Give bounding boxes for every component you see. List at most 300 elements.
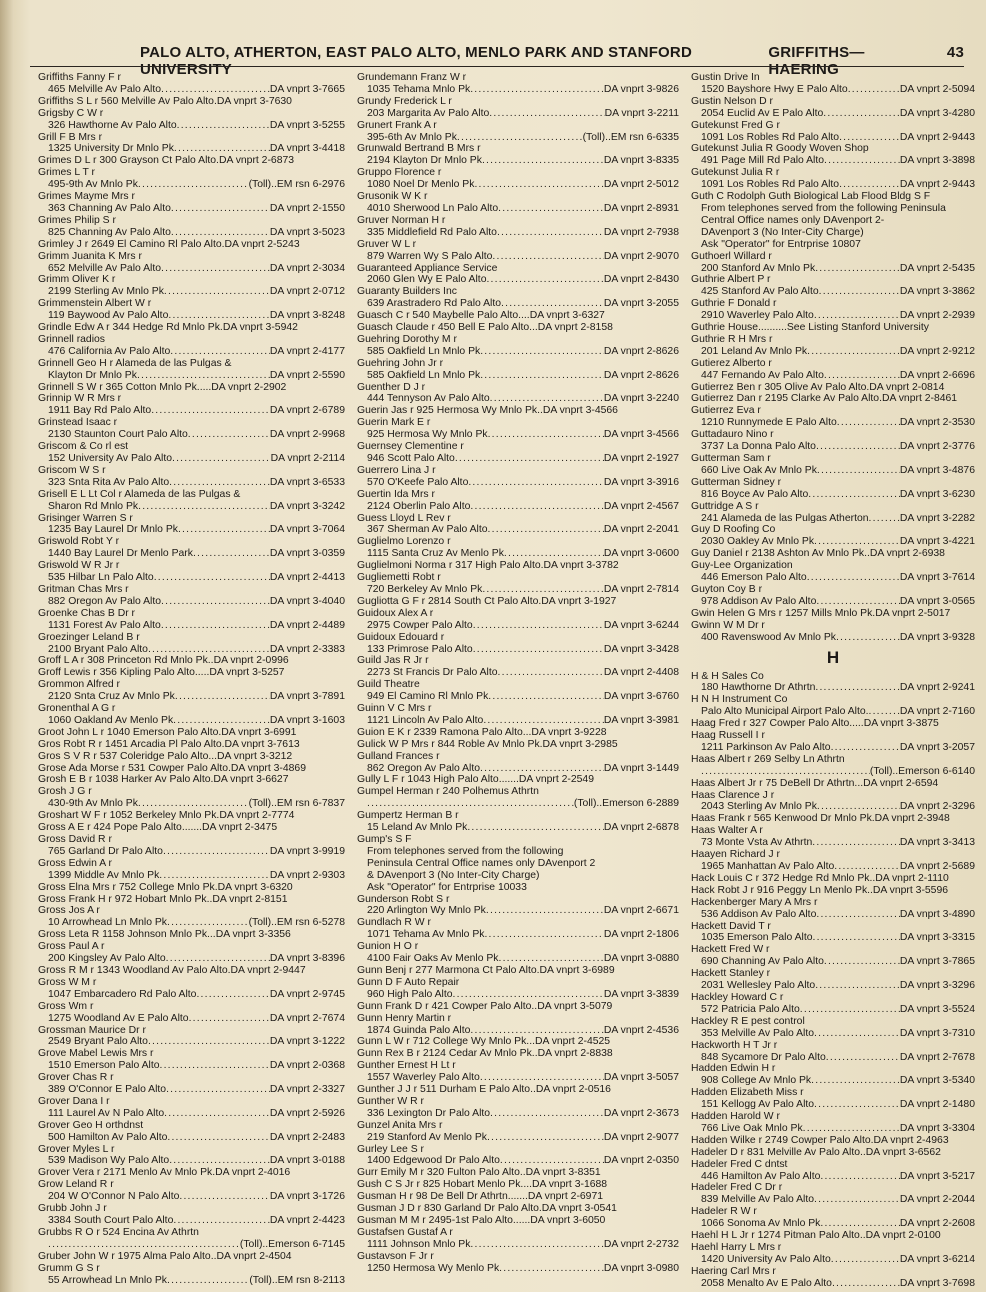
listing-phone: DA vnprt 3-3862 bbox=[899, 286, 975, 298]
listing-columns bbox=[38, 72, 975, 1292]
leader-dots bbox=[832, 1278, 900, 1290]
listing-name: Grose Ada Morse r 531 Cowper Palo Alto.DA vnprt 3-4869 bbox=[38, 762, 306, 774]
listing-entry bbox=[357, 72, 679, 96]
listing-entry bbox=[38, 132, 345, 156]
listing-name: Gwinn W M Dr r bbox=[691, 619, 765, 631]
leader-dots bbox=[486, 274, 603, 286]
listing-entry bbox=[38, 703, 345, 727]
listing-phone: DA vnprt 3-5217 bbox=[899, 1170, 975, 1182]
listing-phone: DA vnprt 3-5340 bbox=[899, 1075, 975, 1087]
listing-entry bbox=[38, 834, 345, 858]
listing-name: Gundlach R W r bbox=[357, 917, 431, 929]
listing-name: Guidoux Edouard r bbox=[357, 631, 445, 643]
header-rule bbox=[30, 66, 964, 67]
listing-address: 585 Oakfield Ln Mnlo Pk bbox=[367, 369, 481, 381]
listing-entry bbox=[357, 1227, 679, 1251]
listing-entry bbox=[691, 921, 975, 945]
listing-entry bbox=[38, 155, 345, 167]
listing-address-line bbox=[38, 596, 345, 608]
column-3-g-listings bbox=[691, 72, 975, 644]
listing-entry bbox=[691, 1016, 975, 1040]
listing-phone: DA vnprt 3-1603 bbox=[269, 714, 345, 726]
listing-entry bbox=[38, 894, 345, 906]
listing-entry bbox=[38, 1096, 345, 1120]
listing-name: Gumpertz Herman B r bbox=[357, 810, 459, 822]
listing-address: 55 Arrowhead Ln Mnlo Pk bbox=[48, 1274, 167, 1286]
listing-entry bbox=[38, 191, 345, 215]
listing-entry bbox=[357, 334, 679, 358]
listing-address-line bbox=[691, 596, 975, 608]
listing-address-line bbox=[357, 953, 679, 965]
listing-phone: DA vnprt 3-0880 bbox=[603, 953, 679, 965]
leader-dots bbox=[167, 1275, 249, 1287]
listing-phone: DA vnprt 3-7865 bbox=[899, 956, 975, 968]
listing-address-line bbox=[38, 1132, 345, 1144]
listing-name: Gruppo Florence r bbox=[357, 167, 442, 179]
listing-name: Hackett David T r bbox=[691, 920, 771, 932]
listing-name: Hadeler Fred C Dr r bbox=[691, 1182, 783, 1194]
listing-phone: DA vnprt 3-3242 bbox=[269, 500, 345, 512]
listing-address: 1250 Hermosa Wy Menlo Pk bbox=[367, 1262, 500, 1274]
listing-entry bbox=[691, 429, 975, 453]
listing-entry bbox=[691, 358, 975, 382]
leader-dots bbox=[869, 706, 900, 718]
listing-entry bbox=[691, 778, 975, 790]
listing-entry bbox=[357, 941, 679, 965]
listing-phone: DA vnprt 2-9968 bbox=[269, 429, 345, 441]
listing-entry bbox=[691, 992, 975, 1016]
listing-address-line bbox=[38, 405, 345, 417]
listing-phone: DA vnprt 3-0188 bbox=[269, 1155, 345, 1167]
listing-address: 1047 Embarcadero Rd Palo Alto bbox=[48, 988, 197, 1000]
leader-dots bbox=[800, 1004, 900, 1016]
leader-dots bbox=[490, 393, 604, 405]
leader-dots bbox=[501, 298, 604, 310]
listing-entry bbox=[691, 322, 975, 334]
listing-address-line bbox=[357, 929, 679, 941]
listing-name: Guerin Jas r 925 Hermosa Wy Mnlo Pk..DA vnprt 3-4566 bbox=[357, 405, 618, 417]
listing-phone: DA vnprt 3-1222 bbox=[269, 1036, 345, 1048]
listing-address: 1211 Parkinson Av Palo Alto bbox=[701, 741, 831, 753]
listing-address: 4100 Fair Oaks Av Menlo Pk bbox=[367, 953, 499, 965]
listing-address-line bbox=[357, 203, 679, 215]
listing-address: 447 Fernando Av Palo Alto bbox=[701, 369, 824, 381]
listing-phone: DA vnprt 3-3916 bbox=[603, 476, 679, 488]
listing-address-line bbox=[691, 932, 975, 944]
listing-name: Grinnell S W r 365 Cotton Mnlo Pk.....DA vnprt 2-2902 bbox=[38, 381, 287, 393]
listing-address-line bbox=[357, 370, 679, 382]
leader-dots bbox=[815, 682, 900, 694]
listing-phone: DA vnprt 3-5023 bbox=[269, 226, 345, 238]
listing-address: 1091 Los Robles Rd Palo Alto bbox=[701, 131, 840, 143]
leader-dots bbox=[803, 1123, 900, 1135]
listing-name: Haag Fred r 327 Cowper Palo Alto.....DA vnprt 3-3875 bbox=[691, 718, 939, 730]
listing-address-line bbox=[357, 108, 679, 120]
listing-address-line bbox=[691, 179, 975, 191]
listing-entry bbox=[357, 513, 679, 537]
listing-phone: DA vnprt 2-9745 bbox=[269, 988, 345, 1000]
listing-address-line bbox=[38, 203, 345, 215]
listing-address: 1071 Tehama Av Mnlo Pk bbox=[367, 929, 485, 941]
leader-dots bbox=[193, 548, 270, 560]
leader-dots bbox=[826, 1052, 900, 1064]
listing-name: Guasch C r 540 Maybelle Palo Alto....DA vnprt 3-6327 bbox=[357, 310, 605, 322]
listing-address: 2910 Waverley Palo Alto bbox=[701, 310, 814, 322]
listing-address: 444 Tennyson Av Palo Alto bbox=[367, 393, 490, 405]
listing-address-line bbox=[357, 453, 679, 465]
listing-address: 960 High Palo Alto bbox=[367, 988, 453, 1000]
listing-phone: DA vnprt 2-9212 bbox=[899, 345, 975, 357]
listing-entry bbox=[38, 1120, 345, 1144]
listing-address-line bbox=[38, 572, 345, 584]
listing-entry bbox=[357, 727, 679, 739]
listing-phone: DA vnprt 3-6533 bbox=[269, 476, 345, 488]
listing-phone: DA vnprt 2-3034 bbox=[269, 262, 345, 274]
listing-entry bbox=[691, 1040, 975, 1064]
listing-address: 1080 Noel Dr Menlo Pk bbox=[367, 179, 475, 191]
listing-name: Gush C S Jr r 825 Hobart Menlo Pk....DA vnprt 3-1688 bbox=[357, 1179, 608, 1191]
listing-phone: DA vnprt 2-2044 bbox=[899, 1194, 975, 1206]
listing-address-line bbox=[357, 1155, 679, 1167]
listing-phone: DA vnprt 3-0565 bbox=[899, 595, 975, 607]
listing-phone: DA vnprt 3-3428 bbox=[603, 643, 679, 655]
listing-address: 2199 Sterling Av Mnlo Pk bbox=[48, 286, 164, 298]
listing-name: Grow Leland R r bbox=[38, 1179, 114, 1191]
column-3-h-listings bbox=[691, 671, 975, 1290]
listing-name: Gugliotta G F r 2814 South Ct Palo Alto.DA vnprt 3-1927 bbox=[357, 595, 617, 607]
listing-name: Gutierrez Eva r bbox=[691, 405, 761, 417]
listing-entry bbox=[357, 774, 679, 786]
listing-name: Grosh J G r bbox=[38, 786, 92, 798]
listing-phone: DA vnprt 3-3413 bbox=[899, 837, 975, 849]
listing-entry bbox=[691, 72, 975, 96]
listing-entry bbox=[691, 1111, 975, 1135]
leader-dots bbox=[824, 956, 900, 968]
listing-name: Grimm Oliver K r bbox=[38, 274, 116, 286]
listing-address: 1440 Bay Laurel Dr Menlo Park bbox=[48, 548, 193, 560]
listing-entry bbox=[357, 239, 679, 263]
page-edge-shadow bbox=[0, 0, 14, 1292]
listing-phone: DA vnprt 2-8931 bbox=[603, 202, 679, 214]
leader-dots bbox=[701, 766, 870, 778]
listing-address: 336 Lexington Dr Palo Alto bbox=[367, 1107, 491, 1119]
listing-address-line bbox=[691, 84, 975, 96]
listing-phone: DA vnprt 3-7064 bbox=[269, 524, 345, 536]
listing-entry bbox=[357, 1096, 679, 1120]
listing-address: 367 Sherman Av Palo Alto bbox=[367, 524, 488, 536]
listing-name: Guess Lloyd L Rev r bbox=[357, 512, 451, 524]
listing-phone: DA vnprt 2-4423 bbox=[269, 1215, 345, 1226]
leader-dots bbox=[169, 1155, 270, 1167]
listing-address: 133 Primrose Palo Alto bbox=[367, 643, 473, 655]
listing-entry bbox=[38, 667, 345, 679]
listing-note: Central Office names only DAvenport 2- bbox=[701, 214, 885, 226]
listing-entry bbox=[38, 322, 345, 334]
listing-address-line bbox=[691, 980, 975, 992]
leader-dots bbox=[188, 429, 270, 441]
listing-phone: DA vnprt 3-3296 bbox=[899, 980, 975, 992]
listing-phone: DA vnprt 2-2732 bbox=[603, 1238, 679, 1250]
leader-dots bbox=[819, 286, 900, 298]
listing-address-line bbox=[38, 120, 345, 132]
listing-entry bbox=[357, 596, 679, 608]
listing-name: Grover Vera r 2171 Menlo Av Mnlo Pk.DA vnprt 2-4016 bbox=[38, 1167, 291, 1179]
listing-name: Haas Walter A r bbox=[691, 825, 763, 837]
listing-address: 720 Berkeley Av Mnlo Pk bbox=[367, 583, 483, 595]
leader-dots bbox=[453, 989, 604, 1001]
listing-address-line bbox=[357, 155, 679, 167]
listing-name: Gutierez Alberto r bbox=[691, 357, 772, 369]
listing-entry bbox=[357, 1013, 679, 1037]
listing-phone: DA vnprt 2-9070 bbox=[603, 250, 679, 262]
listing-entry bbox=[691, 393, 975, 405]
listing-name: Gulland Frances r bbox=[357, 750, 440, 762]
leader-dots bbox=[504, 548, 604, 560]
listing-name: Guertin Ida Mrs r bbox=[357, 488, 435, 500]
listing-phone: DA vnprt 3-7698 bbox=[899, 1277, 975, 1289]
leader-dots bbox=[171, 227, 270, 239]
leader-dots bbox=[837, 417, 900, 429]
listing-address: 949 El Camino Rl Mnlo Pk bbox=[367, 691, 489, 703]
listing-entry bbox=[38, 1263, 345, 1287]
leader-dots bbox=[178, 524, 270, 536]
listing-name: Guasch Claude r 450 Bell E Palo Alto...DA vnprt 2-8158 bbox=[357, 322, 613, 334]
listing-phone: DA vnprt 3-2057 bbox=[899, 741, 975, 753]
listing-entry bbox=[357, 560, 679, 572]
listing-address: 816 Boyce Av Palo Alto bbox=[701, 488, 809, 500]
listing-address: 572 Patricia Palo Alto bbox=[701, 1003, 800, 1015]
leader-dots bbox=[814, 1194, 900, 1206]
listing-name: Hadden Elizabeth Miss r bbox=[691, 1087, 804, 1099]
listing-name: Groezinger Leland B r bbox=[38, 631, 140, 643]
listing-phone: DA vnprt 2-0350 bbox=[603, 1155, 679, 1167]
leader-dots bbox=[177, 120, 270, 132]
listing-phone: DA vnprt 2-5689 bbox=[899, 861, 975, 872]
listing-name: Gross Wm r bbox=[38, 1000, 94, 1012]
listing-address-line bbox=[357, 667, 679, 679]
listing-address: 2124 Oberlin Palo Alto bbox=[367, 500, 471, 512]
listing-entry bbox=[691, 334, 975, 358]
listing-entry bbox=[691, 1159, 975, 1183]
listing-address-line bbox=[357, 251, 679, 263]
leader-dots bbox=[168, 310, 270, 322]
listing-address: 200 Stanford Av Mnlo Pk bbox=[701, 262, 816, 274]
listing-entry bbox=[38, 1001, 345, 1025]
listing-address-line bbox=[38, 1013, 345, 1025]
listing-entry bbox=[691, 718, 975, 730]
listing-phone: DA vnprt 3-2055 bbox=[603, 298, 679, 310]
listing-entry bbox=[357, 917, 679, 941]
leader-dots bbox=[815, 263, 900, 275]
listing-entry bbox=[38, 1239, 345, 1251]
listing-phone: DA vnprt 2-1806 bbox=[603, 929, 679, 941]
listing-name: Grusonik W K r bbox=[357, 191, 428, 203]
listing-phone: (Toll)..EM rsn 6-2976 bbox=[248, 179, 345, 191]
listing-phone: DA vnprt 2-3383 bbox=[269, 643, 345, 655]
listing-phone: DA vnprt 2-8626 bbox=[603, 369, 679, 381]
listing-address-line bbox=[691, 632, 975, 644]
listing-address: 395-6th Av Mnlo Pk bbox=[367, 131, 457, 143]
listing-entry bbox=[357, 608, 679, 632]
listing-phone: DA vnprt 2-7814 bbox=[603, 583, 679, 595]
listing-address-line bbox=[691, 1218, 975, 1230]
listing-address-line bbox=[357, 1025, 679, 1037]
listing-address-line bbox=[357, 1132, 679, 1144]
listing-entry bbox=[691, 524, 975, 548]
listing-name: Hackett Stanley r bbox=[691, 968, 771, 980]
leader-dots bbox=[166, 953, 270, 965]
listing-address-line bbox=[38, 1215, 345, 1227]
listing-address-line bbox=[38, 846, 345, 858]
listing-name: Haas Albert r 269 Selby Ln Athrtn bbox=[691, 753, 845, 765]
listing-note: DAvenport 3 (No Inter-City Charge) bbox=[701, 226, 864, 238]
leader-dots bbox=[480, 1072, 604, 1084]
leader-dots bbox=[473, 620, 604, 632]
listing-address: 2054 Euclid Av E Palo Alto bbox=[701, 107, 824, 119]
listing-address-line bbox=[691, 513, 975, 525]
listing-entry bbox=[691, 671, 975, 695]
listing-address-line bbox=[357, 715, 679, 727]
listing-name: Gross Elna Mrs r 752 College Mnlo Pk.DA vnprt 3-6320 bbox=[38, 881, 293, 893]
leader-dots bbox=[814, 310, 900, 322]
listing-address-line bbox=[691, 837, 975, 849]
listing-entry bbox=[691, 274, 975, 298]
listing-name: Gunther Ernest H Lt r bbox=[357, 1060, 456, 1072]
listing-name: Grimes Mayme Mrs r bbox=[38, 191, 135, 203]
listing-entry bbox=[691, 825, 975, 849]
listing-address: 1131 Forest Av Palo Alto bbox=[48, 619, 161, 631]
listing-name: Guild Theatre bbox=[357, 679, 420, 691]
listing-name: Griswold Robt Y r bbox=[38, 536, 120, 548]
listing-address: 430-9th Av Mnlo Pk bbox=[48, 798, 138, 810]
name-range: GRIFFITHS—HAERING bbox=[768, 44, 865, 78]
listing-entry bbox=[38, 96, 345, 108]
listing-phone: DA vnprt 3-4221 bbox=[899, 536, 975, 548]
leader-dots bbox=[151, 405, 270, 417]
listing-address-line bbox=[38, 870, 345, 882]
leader-dots bbox=[468, 477, 604, 489]
listing-address: 2130 Staunton Court Palo Alto bbox=[48, 429, 188, 441]
leader-dots bbox=[483, 715, 604, 727]
listing-name: Groff Lewis r 356 Kipling Palo Alto.....DA vnprt 3-5257 bbox=[38, 667, 285, 679]
listing-address: 2058 Menalto Av E Palo Alto bbox=[701, 1277, 832, 1289]
listing-phone: DA vnprt 2-7160 bbox=[899, 706, 975, 718]
leader-dots bbox=[812, 837, 900, 849]
listing-address: Klayton Dr Mnlo Pk bbox=[48, 369, 137, 381]
listing-address: 1510 Emerson Palo Alto bbox=[48, 1060, 160, 1072]
listing-address: 1035 Emerson Palo Alto bbox=[701, 932, 813, 944]
listing-address-line bbox=[691, 536, 975, 548]
listing-name: Gunn Benj r 277 Marmona Ct Palo Alto.DA vnprt 3-6989 bbox=[357, 964, 615, 976]
listing-name: Gustavson F Jr r bbox=[357, 1250, 434, 1262]
listing-entry bbox=[357, 96, 679, 120]
listing-entry bbox=[38, 358, 345, 382]
listing-address-line bbox=[357, 1108, 679, 1120]
listing-entry bbox=[691, 897, 975, 921]
listing-address-line bbox=[38, 953, 345, 965]
listing-name: Grisell E L Lt Col r Alameda de las Pulgas & bbox=[38, 488, 241, 500]
listing-address-line bbox=[357, 524, 679, 536]
listing-entry bbox=[38, 72, 345, 96]
listing-address-line bbox=[38, 1275, 345, 1287]
listing-address-line bbox=[38, 143, 345, 155]
listing-address: 539 Madison Wy Palo Alto bbox=[48, 1155, 170, 1167]
listing-name: Gunzel Anita Mrs r bbox=[357, 1119, 443, 1131]
listing-entry bbox=[357, 1084, 679, 1096]
listing-entry bbox=[38, 298, 345, 322]
leader-dots bbox=[170, 346, 270, 358]
listing-entry bbox=[691, 1147, 975, 1159]
listing-address: 119 Baywood Av Palo Alto bbox=[48, 310, 169, 322]
listing-entry bbox=[691, 813, 975, 825]
leader-dots bbox=[148, 1036, 270, 1048]
listing-phone: (Toll)..Emerson 6-7145 bbox=[239, 1238, 345, 1250]
listing-address: 535 Hilbar Ln Palo Alto bbox=[48, 572, 154, 584]
listing-phone: DA vnprt 2-1480 bbox=[899, 1099, 975, 1111]
listing-name: Grimmenstein Albert W r bbox=[38, 298, 152, 310]
listing-address-line bbox=[38, 1036, 345, 1048]
listing-entry bbox=[691, 766, 975, 778]
listing-entry bbox=[38, 1025, 345, 1049]
listing-name: Guglielmoni Norma r 317 High Palo Alto.DA vnprt 3-3782 bbox=[357, 560, 619, 572]
listing-name: Grover Chas R r bbox=[38, 1072, 114, 1084]
listing-entry bbox=[38, 1179, 345, 1203]
listing-address-line bbox=[357, 274, 679, 286]
listing-phone: DA vnprt 3-4890 bbox=[899, 908, 975, 920]
leader-dots bbox=[174, 143, 270, 155]
column-3 bbox=[691, 72, 975, 1292]
listing-phone: DA vnprt 2-2483 bbox=[269, 1131, 345, 1143]
listing-name: Guy-Lee Organization bbox=[691, 560, 793, 572]
listing-entry bbox=[357, 572, 679, 596]
listing-address-line bbox=[357, 1239, 679, 1251]
listing-entry bbox=[38, 632, 345, 656]
listing-name: Haehl H L Jr r 1274 Pitman Palo Alto..DA vnprt 2-0100 bbox=[691, 1230, 941, 1242]
leader-dots bbox=[816, 441, 900, 453]
listing-name: Haehl Harry L Mrs r bbox=[691, 1242, 782, 1253]
listing-entry bbox=[38, 655, 345, 667]
leader-dots bbox=[167, 1132, 270, 1144]
listing-address: 220 Arlington Wy Mnlo Pk bbox=[367, 905, 486, 917]
listing-address: 500 Hamilton Av Palo Alto bbox=[48, 1131, 168, 1143]
listing-address-line bbox=[357, 644, 679, 656]
listing-entry bbox=[357, 441, 679, 465]
listing-entry bbox=[38, 1048, 345, 1072]
listing-phone: DA vnprt 3-4040 bbox=[269, 595, 345, 607]
listing-address: 201 Leland Av Mnlo Pk bbox=[701, 345, 808, 357]
listing-address-line bbox=[691, 465, 975, 477]
listing-phone: DA vnprt 3-6244 bbox=[603, 619, 679, 631]
listing-name: H & H Sales Co bbox=[691, 670, 764, 682]
listing-phone: DA vnprt 2-2939 bbox=[899, 310, 975, 322]
listing-address: Palo Alto Municipal Airport Palo Alto. bbox=[701, 706, 869, 718]
leader-dots bbox=[484, 929, 603, 941]
listing-address-line bbox=[357, 393, 679, 405]
listing-phone: DA vnprt 3-6214 bbox=[899, 1253, 975, 1265]
leader-dots bbox=[869, 513, 900, 525]
listing-entry bbox=[357, 1251, 679, 1275]
listing-name: Grimes D L r 300 Grayson Ct Palo Alto.DA vnprt 2-6873 bbox=[38, 155, 295, 167]
listing-entry bbox=[357, 1167, 679, 1179]
listing-phone: DA vnprt 3-1726 bbox=[269, 1191, 345, 1203]
listing-address-line bbox=[38, 453, 345, 465]
listing-phone: DA vnprt 2-8430 bbox=[603, 274, 679, 286]
listing-name: Guernsey Clementine r bbox=[357, 441, 464, 453]
listing-phone: DA vnprt 3-7614 bbox=[899, 572, 975, 584]
listing-address: 15 Leland Av Mnlo Pk bbox=[367, 822, 468, 834]
leader-dots bbox=[175, 691, 270, 703]
listing-name: Grubbs R O r 524 Encina Av Athrtn bbox=[38, 1226, 199, 1238]
